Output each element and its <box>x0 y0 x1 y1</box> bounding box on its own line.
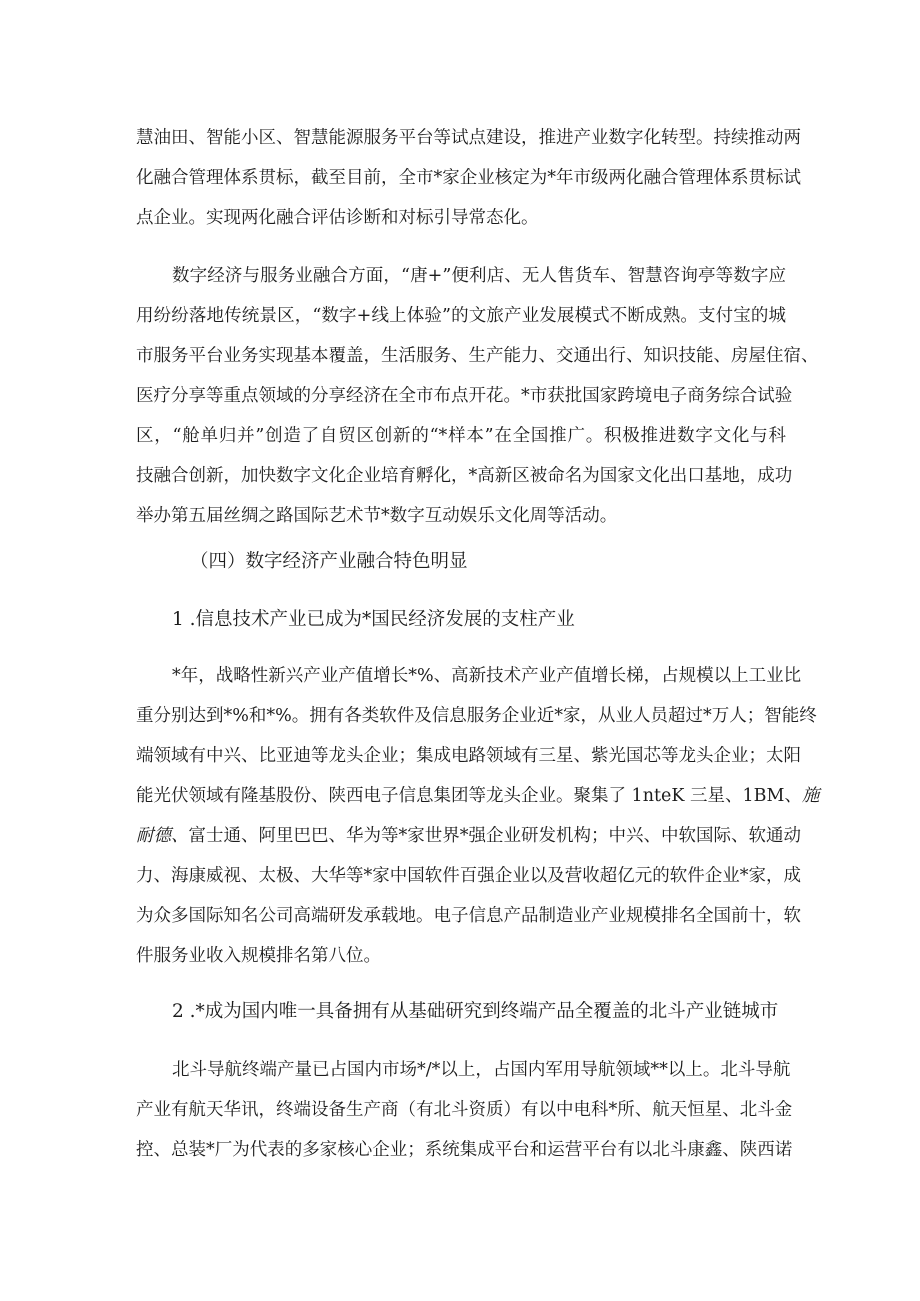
paragraph-line: 医疗分享等重点领域的分享经济在全市布点开花。*市获批国家跨境电子商务综合试验 <box>136 386 793 406</box>
paragraph-line: 产业有航天华讯，终端设备生产商（有北斗资质）有以中电科*所、航天恒星、北斗金 <box>136 1100 793 1120</box>
paragraph-line <box>136 824 801 848</box>
paragraph-line: *年，战略性新兴产业产值增长*%、高新技术产业产值增长梯，占规模以上工业比 <box>172 666 802 686</box>
paragraph-line: 重分别达到*%和*%。拥有各类软件及信息服务企业近*家，从业人员超过*万人；智能终 <box>136 706 817 726</box>
item-heading: 2 .*成为国内唯一具备拥有从基础研究到终端产品全覆盖的北斗产业链城市 <box>172 1001 779 1022</box>
paragraph-line: 慧油田、智能小区、智慧能源服务平台等试点建设，推进产业数字化转型。持续推动两 <box>136 128 801 148</box>
paragraph-line: 化融合管理体系贯标，截至目前，全市*家企业核定为*年市级两化融合管理体系贯标试 <box>136 168 801 188</box>
paragraph-line: 用纷纷落地传统景区，“数字+线上体验”的文旅产业发展模式不断成熟。支付宝的城 <box>136 306 786 326</box>
item-heading: 1 .信息技术产业已成为*国民经济发展的支柱产业 <box>172 609 575 630</box>
paragraph-line: 为众多国际知名公司高端研发承载地。电子信息产品制造业产业规模排名全国前十，软 <box>136 906 801 926</box>
section-heading: （四）数字经济产业融合特色明显 <box>190 551 468 572</box>
paragraph-line: 件服务业收入规模排名第八位。 <box>136 946 381 966</box>
paragraph-line: 数字经济与服务业融合方面，“唐+”便利店、无人售货车、智慧咨询亭等数字应 <box>172 266 786 286</box>
line-text: 富士通、阿里巴巴、华为等*家世界*强企业研发机构；中兴、中软国际、软通动 <box>188 826 801 846</box>
line-text: 能光伏领域有隆基股份、陕西电子信息集团等龙头企业。聚集了 1nteK 三星、1BM、 <box>136 786 802 806</box>
paragraph-line: 控、总装*厂为代表的多家核心企业；系统集成平台和运营平台有以北斗康鑫、陕西诺 <box>136 1140 793 1160</box>
paragraph-line: 技融合创新，加快数字文化企业培育孵化，*高新区被命名为国家文化出口基地，成功 <box>136 466 793 486</box>
paragraph-line: 力、海康威视、太极、大华等*家中国软件百强企业以及营收超亿元的软件企业*家，成 <box>136 866 801 886</box>
paragraph-line: 北斗导航终端产量已占国内市场*/*以上，占国内军用导航领域**以上。北斗导航 <box>172 1060 791 1080</box>
paragraph-line: 市服务平台业务实现基本覆盖，生活服务、生产能力、交通出行、知识技能、房屋住宿、 <box>136 346 819 366</box>
paragraph-line <box>136 784 820 808</box>
paragraph-line: 点企业。实现两化融合评估诊断和对标引导常态化。 <box>136 208 539 228</box>
paragraph-line: 端领域有中兴、比亚迪等龙头企业；集成电路领域有三星、紫光国芯等龙头企业；太阳 <box>136 746 801 766</box>
paragraph-line: 举办第五届丝绸之路国际艺术节*数字互动娱乐文化周等活动。 <box>136 506 618 526</box>
paragraph-line: 区，“舱单归并”创造了自贸区创新的“*样本”在全国推广。积极推进数字文化与科 <box>136 426 786 446</box>
italic-text: 施 <box>801 786 820 806</box>
italic-text: 耐德、 <box>136 826 189 846</box>
